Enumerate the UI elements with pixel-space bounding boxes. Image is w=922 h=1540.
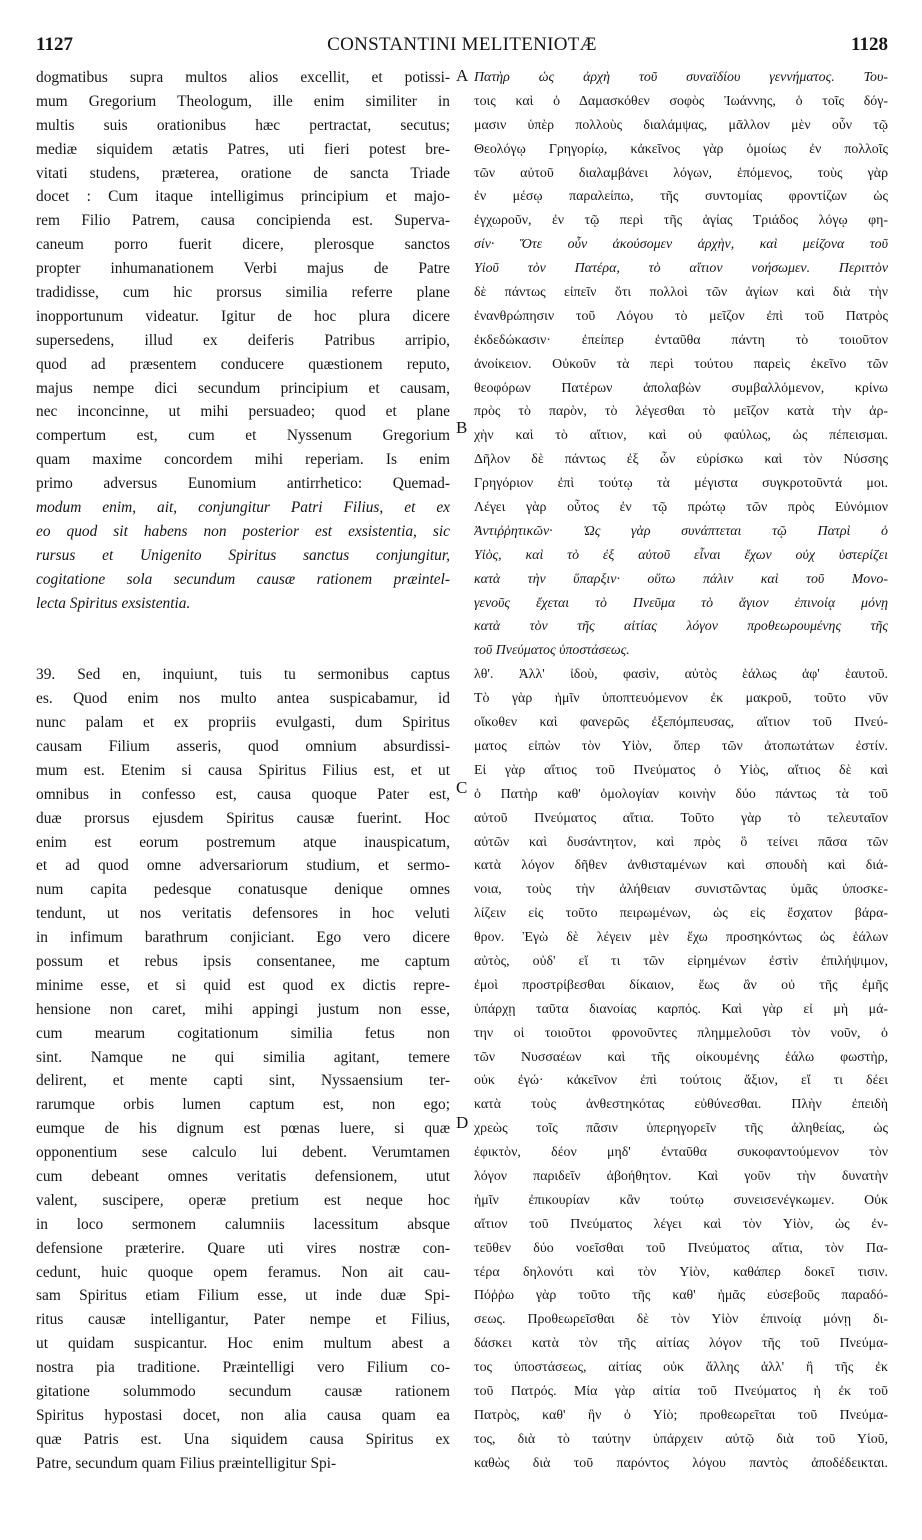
text-line: Πόῤῥω γὰρ τοῦτο τῆς καθ' ἡμᾶς εὐσεβοῦς παραδό- — [474, 1288, 888, 1304]
margin-letter-a: A — [456, 66, 469, 85]
text-line: οἴκοθεν καὶ φανερῶς ἐξεπόμπευσας, αἴτιον τοῦ Πνεύ- — [474, 715, 888, 731]
text-line: propter inhumanationem Verbi majus de Patre — [36, 260, 450, 278]
text-line: θρον. Ἐγὼ δὲ λέγειν μὲν ἔχω προσηκόντως ὡς ἑάλων — [474, 930, 888, 946]
text-line: ἐμοὶ προστρίβεσθαι δίκαιον, ἕως ἂν οὐ τῆς ἐμῆς — [474, 977, 888, 993]
text-line: αὐτοῦ Πνεύματος αἴτια. Τοῦτο γὰρ τὸ τελευταῖον — [474, 810, 888, 826]
text-line: χρεὼς τοῖς πᾶσιν ὑπερηγορεῖν τῆς ἀληθείας, ὡς — [474, 1121, 888, 1137]
text-line: οὐκ ἐγώ· κἀκεῖνον ἐπὶ τούτοις ἄξιον, εἴ τι δέει — [474, 1073, 888, 1089]
running-title: CONSTANTINI MELITENIOTÆ — [327, 34, 597, 55]
text-line: τοῦ Πνεύματος ὑποστάσεως. — [474, 643, 630, 659]
text-line: causam Filium asseris, quod omnium absurdissi- — [36, 737, 450, 755]
text-line: Δῆλον δὲ πάντως ἐξ ὧν εὑρίσκω καὶ τὸν Νύσσης — [474, 452, 888, 468]
margin-letter-c: C — [456, 778, 468, 797]
text-line: τῶν Νυσσαέων καὶ τῆς οἰκουμένης ἑάλω φωστὴρ, — [474, 1049, 888, 1065]
text-line: num capita pedesque conatusque denique omnes — [36, 881, 450, 899]
text-line: hensione non caret, mihi appingi justum non esse, — [36, 1000, 450, 1018]
latin-column — [36, 66, 450, 1476]
text-line: ὁ Πατὴρ καθ' ὁμολογίαν κοινὴν δύο πάντως τὰ τοῦ — [474, 786, 888, 802]
text-line: omnibus in confesso est, causa quoque Pater est, — [36, 785, 450, 803]
text-line: λίζειν εἰς τοῦτο πειρωμένων, ὡς εἰς ἔσχατον βάρα- — [474, 906, 888, 922]
text-line: docet : Cum itaque intelligimus principium et majo- — [36, 188, 450, 206]
margin-letter-d: D — [456, 1113, 469, 1132]
text-line: νοια, τοὺς τὴν ἀλήθειαν συνιστῶντας ὑμᾶς ὑποσκε- — [474, 882, 888, 898]
text-line: Λέγει γὰρ οὗτος ἐν τῷ πρώτῳ τῶν πρὸς Εὐνόμιον — [474, 500, 888, 516]
text-line: τεῦθεν δύο νοεῖσθαι τοῦ Πνεύματος αἴτια, τὸν Πα- — [474, 1240, 888, 1256]
text-line: κατὰ λόγον δῆθεν ἀνθισταμένων καὶ σπουδὴ καὶ διά- — [474, 858, 888, 874]
text-line: κατὰ τοὺς ἀνθεστηκότας εὐθύνεσθαι. Πλὴν ἐπειδὴ — [474, 1097, 888, 1113]
text-line: σεως. Προθεωρεῖσθαι δὲ τὸν Υἱὸν ἐπινοίᾳ μόνῃ δι- — [474, 1312, 888, 1328]
text-line: caneum porro fuerit dicere, plerosque sanctos — [36, 236, 450, 254]
text-line: ἐκδεδώκασιν· ἐπείπερ ἐνταῦθα πάντη τὸ τοιοῦτον — [474, 332, 888, 348]
text-line: λόγον παριδεῖν ἀβοήθητον. Καὶ γοῦν τὴν δυνατὴν — [474, 1168, 888, 1184]
text-line: tendunt, ut nos veritatis defensores in hoc veluti — [36, 905, 450, 923]
text-line: nunc palam et ex propriis evulgasti, dum Spiritus — [36, 714, 450, 732]
text-line: τοις καὶ ὁ Δαμασκόθεν σοφὸς Ἰωάννης, ὁ τοῖς δόγ- — [474, 93, 888, 109]
text-line: sam Spiritus etiam Filium esse, ut inde duæ Spi- — [36, 1287, 450, 1305]
text-line: τος ὑποστάσεως, αἰτίας οὐκ ἄλλης ἀλλ' ἢ τῆς ἐκ — [474, 1360, 888, 1376]
text-line: Πατὴρ ὡς ἀρχὴ τοῦ συναϊδίου γεννήματος. Του- — [474, 70, 888, 85]
page-number-right: 1128 — [851, 34, 888, 55]
text-line: τέρα δηλονότι καὶ τὸν Υἱὸν, καθάπερ δοκεῖ τισιν. — [474, 1264, 888, 1280]
text-line — [36, 615, 450, 663]
text-line: tradidisse, cum hic prorsus similia referre plane — [36, 284, 450, 302]
text-line: ritus causæ intelligantur, Pater nempe et Filius, — [36, 1311, 450, 1329]
text-line: sint. Namque ne qui similia agitant, temere — [36, 1048, 450, 1066]
text-line: Patre, secundum quam Filius præintelligitur Spi- — [36, 1454, 337, 1472]
text-line: cedunt, huic quoque opem feramus. Non ait cau- — [36, 1263, 450, 1281]
text-line: Υἱὸς, καὶ τὸ ἐξ αὐτοῦ εἶναι ἔχων οὐχ ὑστερίζει — [474, 547, 888, 563]
text-line: defensione præterire. Quare uti vires nostræ con- — [36, 1239, 450, 1257]
text-line: Τὸ γὰρ ἡμῖν ὑποπτευόμενον ἐκ μακροῦ, τοῦτο νῦν — [474, 691, 888, 707]
text-line: mediæ siquidem ætatis Patres, uti fieri potest bre- — [36, 140, 450, 158]
text-line: καθὼς διὰ τοῦ παρόντος λόγου παντὸς ἀποδέδεικται. — [474, 1455, 888, 1471]
text-line: rem Filio Patrem, causa concipienda est. Superva- — [36, 212, 450, 230]
text-line: Υἱοῦ τὸν Πατέρα, τὸ αἴτιον νοήσωμεν. Περιττὸν — [474, 261, 888, 277]
text-line: nostra pia traditione. Præintelligi vero Filium co- — [36, 1359, 450, 1377]
text-line: λθ'. Ἀλλ' ἰδοὺ, φασὶν, αὐτὸς ἑάλως ἀφ' ἑαυτοῦ. — [474, 667, 888, 683]
text-line: ἐφικτὸν, δέον μηδ' ἐνταῦθα συκοφαντούμενον τὸν — [474, 1145, 888, 1161]
text-line: minime esse, et si quid est quod ex dictis repre- — [36, 976, 450, 994]
text-line: αἴτιον τοῦ Πνεύματος λέγει καὶ τὸν Υἱὸν, ὡς ἐν- — [474, 1216, 888, 1232]
text-line: Spiritus hypostasi docet, non alia causa quam ea — [36, 1406, 450, 1424]
text-line: ἀνοίκειον. Οὐκοῦν τὰ περὶ τούτου παρεὶς ἐκεῖνο τῶν — [474, 356, 888, 372]
text-line: θεοφόρων Πατέρων ἀπολαβὼν συμβαλλόμενον, κρίνω — [474, 380, 888, 396]
text-line: τῶν αὐτοῦ διαλαμβάνει λόγων, ἑπόμενος, τοὺς γὰρ — [474, 165, 888, 181]
text-line: αὐτῶν καὶ δυσάντητον, καὶ πρὸς ὃ τείνει πᾶσα τῶν — [474, 834, 888, 850]
text-line: eo quod sit habens non posterior est exsistentia, sic — [36, 522, 450, 540]
text-line: gitatione solummodo secundum causæ rationem — [36, 1383, 450, 1400]
text-line: quam maxime concordem mihi reperiam. Is enim — [36, 451, 450, 469]
text-line: es. Quod enim nos multo antea suspicabamur, id — [36, 690, 450, 708]
text-line: την οἱ τοιοῦτοι φρονοῦντες πλημμελοῦσι τὸν νοῦν, ὁ — [474, 1025, 888, 1041]
greek-column — [474, 66, 888, 1476]
text-line: δὲ πάντως εἰπεῖν ὅτι πολλοὶ τῶν ἁγίων καὶ διὰ τὴν — [474, 285, 888, 301]
text-line: ἐγχωροῦν, ἐν τῷ περὶ τῆς ἁγίας Τριάδος λόγῳ φη- — [474, 213, 888, 229]
text-line: γενοῦς ἔχεται τὸ Πνεῦμα τὸ ἅγιον ἐπινοίᾳ μόνῃ — [474, 595, 888, 611]
text-line: κατὰ τὴν ὕπαρξιν· οὕτω πάλιν καὶ τοῦ Μονο- — [474, 571, 888, 587]
text-line: cogitatione sola secundum causæ rationem præintel- — [36, 570, 450, 588]
text-line: compertum est, cum et Nyssenum Gregorium — [36, 427, 450, 445]
text-line: ματος εἰπὼν τὸν Υἱὸν, ὅπερ τῶν ἀτοπωτάτων ἐστίν. — [474, 738, 888, 754]
text-line: primo adversus Eunomium antirrhetico: Quemad- — [36, 475, 450, 493]
text-line: eumque de his dignum est pœnas luere, si quæ — [36, 1120, 450, 1138]
text-line: valent, suscipere, operæ pretium est neque hoc — [36, 1191, 450, 1209]
text-line: Γρηγόριον ἐπὶ τούτῳ τὰ μέγιστα συγκροτοῦντά μοι. — [474, 476, 888, 492]
text-line: cum debeant omnes veritatis defensionem, utut — [36, 1167, 450, 1185]
text-line: multis suis orationibus hæc pertractat, secutus; — [36, 116, 450, 134]
text-line: mum Gregorium Theologum, ille enim similiter in — [36, 92, 450, 110]
text-line: modum enim, ait, conjungitur Patri Filius, et ex — [36, 499, 450, 517]
text-line: duæ prorsus ejusdem Spiritus causæ fuerint. Hoc — [36, 809, 450, 827]
text-line: enim est eorum postremum atque inauspicatum, — [36, 833, 450, 851]
text-line: et ad quod omne adversariorum studium, et sermo- — [36, 857, 450, 875]
text-line: supersedens, illud ex deiferis Patribus arripio, — [36, 331, 450, 349]
text-line: χὴν καὶ τὸ αἴτιον, καὶ οὐ φαύλως, ὡς πέπεισμαι. — [474, 428, 888, 444]
text-line: opponentium sese calculo lui debent. Verumtamen — [36, 1144, 450, 1162]
text-line: quæ Patris est. Una siquidem causa Spiritus ex — [36, 1430, 450, 1448]
text-line: majus nempe dici secundum principium et causam, — [36, 379, 450, 397]
text-line: ὑπάρχῃ ταῦτα διανοίας καρπός. Καὶ γὰρ εἰ μὴ μά- — [474, 1001, 888, 1017]
text-line: Εἰ γὰρ αἴτιος τοῦ Πνεύματος ὁ Υἱὸς, αἴτιος δὲ καὶ — [474, 762, 888, 778]
text-line: mum est. Etenim si causa Spiritus Filius est, et ut — [36, 761, 450, 779]
text-line: delirent, et mente capti sint, Nyssaensium ter- — [36, 1072, 450, 1090]
text-line: vitati studens, præterea, oratione de sancta Triade — [36, 164, 450, 182]
text-line: Θεολόγῳ Γρηγορίῳ, κἀκεῖνος γὰρ ὁμοίως ἐν πολλοῖς — [474, 141, 888, 157]
text-line: possum et rebus ipsis consentanee, me captum — [36, 952, 450, 970]
text-line: rarumque orbis lumen captum est, non ego; — [36, 1096, 450, 1114]
text-line: 39. Sed en, inquiunt, tuis tu sermonibus captus — [36, 666, 450, 684]
text-line: cum mearum cogitationum similia fetus non — [36, 1024, 450, 1042]
text-line: in infimum barathrum conjiciant. Ego vero dicere — [36, 929, 450, 947]
text-line: ἐν μέσῳ παραλείπω, τῆς συντομίας φροντίζων ὡς — [474, 189, 888, 205]
text-line: σίν· Ὅτε οὖν ἀκούσομεν ἀρχὴν, καὶ μείζονα τοῦ — [474, 237, 888, 253]
margin-letter-b: B — [456, 418, 468, 437]
text-line: rursus et Unigenito Spiritus sanctus conjungitur, — [36, 546, 450, 564]
page-number-left: 1127 — [36, 34, 73, 55]
text-line: τος, διὰ τὸ ταύτην ὑπάρχειν αὐτῷ διὰ τοῦ Υἱοῦ, — [474, 1431, 888, 1447]
text-line: αὐτὸς, οὐδ' εἴ τι τῶν εἰρημένων ἐστὶν ἐπιλήψιμον, — [474, 953, 888, 969]
text-line: Πατρὸς, καθ' ἣν ὁ Υἱὸ; προθεωρεῖται τοῦ Πνεύμα- — [474, 1407, 888, 1423]
text-line: τοῦ Πατρός. Μία γὰρ αἰτία τοῦ Πνεύματος ἡ ἐκ τοῦ — [474, 1383, 888, 1399]
text-line: ἐνανθρώπησιν τοῦ Λόγου τὸ μεῖζον ἐπὶ τοῦ Πατρὸς — [474, 308, 888, 324]
text-line: πρὸς τὸ παρὸν, τὸ λέγεσθαι τὸ μεῖζον κατὰ τὴν ἀρ- — [474, 404, 888, 420]
text-line: μασιν ὑπὲρ πολλοὺς διαλάμψας, μᾶλλον μὲν οὖν τῷ — [474, 117, 888, 133]
text-line: nec inconcinne, ut mihi persuadeo; quod et plane — [36, 403, 450, 421]
page-header — [36, 34, 888, 58]
text-line: quod ad præsentem conducere quæstionem reputo, — [36, 355, 450, 373]
text-line: lecta Spiritus exsistentia. — [36, 594, 191, 612]
text-line: ut quidam suspicantur. Hoc enim multum abest a — [36, 1335, 450, 1353]
text-line: dogmatibus supra multos alios excellit, et potissi- — [36, 69, 450, 86]
text-line: δάσκει κατὰ τὸν τῆς αἰτίας λόγον τῆς τοῦ Πνεύμα- — [474, 1336, 888, 1352]
text-line: in loco sermonem calumniis lacessitum absque — [36, 1215, 450, 1233]
text-line: inopportunum videatur. Igitur de hoc plura dicere — [36, 307, 450, 325]
text-line: ἡμῖν ἐπικουρίαν κἂν τούτῳ συνεισενέγκωμεν. Οὐκ — [474, 1192, 888, 1208]
text-line: Ἀντιῤῥητικῶν· Ὡς γὰρ συνάπτεται τῷ Πατρὶ ὁ — [474, 523, 888, 539]
text-line: κατὰ τὸν τῆς αἰτίας λόγον προθεωρουμένης τῆς — [474, 619, 888, 635]
